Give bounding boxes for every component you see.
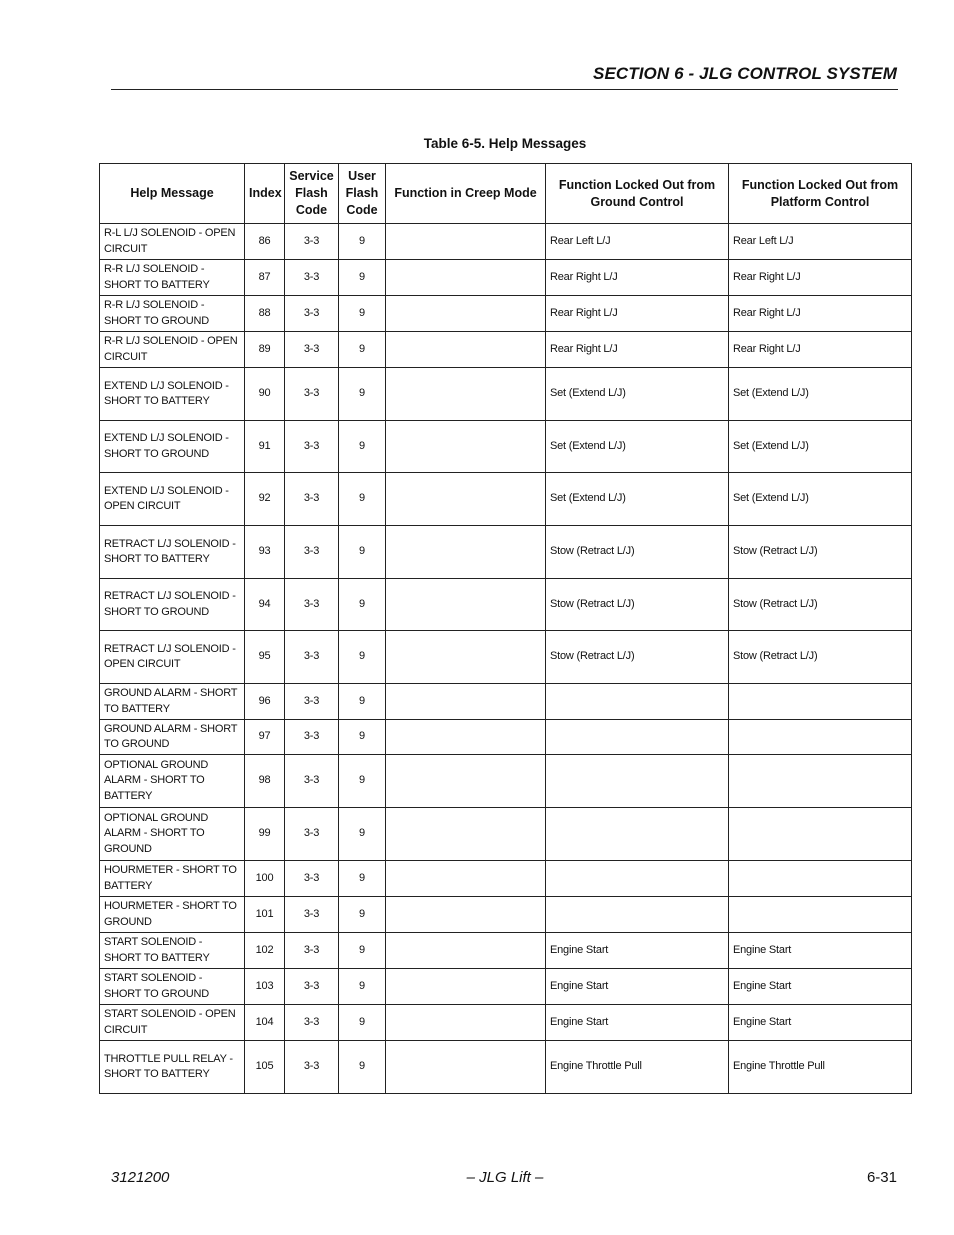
creep-mode-cell — [386, 808, 546, 861]
ground-lockout-cell: Set (Extend L/J) — [546, 421, 729, 473]
creep-mode-cell — [386, 224, 546, 260]
column-service-flash-code-header: Service Flash Code — [285, 164, 339, 224]
creep-mode-cell — [386, 368, 546, 421]
service-flash-code-cell: 3-3 — [285, 1005, 339, 1041]
service-flash-code-cell: 3-3 — [285, 224, 339, 260]
creep-mode-cell — [386, 332, 546, 368]
creep-mode-cell — [386, 969, 546, 1005]
index-cell: 88 — [245, 296, 285, 332]
service-flash-code-cell: 3-3 — [285, 861, 339, 897]
table-row — [100, 861, 912, 897]
help-message-cell: START SOLENOID - SHORT TO BATTERY — [100, 933, 245, 969]
user-flash-code-cell: 9 — [339, 368, 386, 421]
index-cell: 91 — [245, 421, 285, 473]
index-cell: 103 — [245, 969, 285, 1005]
table-header-row — [100, 164, 912, 224]
platform-lockout-cell: Set (Extend L/J) — [729, 368, 912, 421]
table-caption: Table 6-5. Help Messages — [423, 136, 587, 151]
help-message-cell: OPTIONAL GROUND ALARM - SHORT TO BATTERY — [100, 755, 245, 808]
creep-mode-cell — [386, 631, 546, 684]
index-cell: 105 — [245, 1041, 285, 1094]
creep-mode-cell — [386, 579, 546, 631]
platform-lockout-cell: Rear Right L/J — [729, 296, 912, 332]
help-message-cell: THROTTLE PULL RELAY - SHORT TO BATTERY — [100, 1041, 245, 1094]
table-row — [100, 808, 912, 861]
index-cell: 92 — [245, 473, 285, 526]
table-row — [100, 368, 912, 421]
table-row — [100, 260, 912, 296]
table-row — [100, 1005, 912, 1041]
column-platform-lockout-header: Function Locked Out from Platform Control — [729, 164, 912, 224]
platform-lockout-cell: Stow (Retract L/J) — [729, 579, 912, 631]
ground-lockout-cell: Rear Right L/J — [546, 260, 729, 296]
user-flash-code-cell: 9 — [339, 631, 386, 684]
help-message-cell: OPTIONAL GROUND ALARM - SHORT TO GROUND — [100, 808, 245, 861]
index-cell: 101 — [245, 897, 285, 933]
user-flash-code-cell: 9 — [339, 861, 386, 897]
platform-lockout-cell: Stow (Retract L/J) — [729, 631, 912, 684]
help-message-cell: R-L L/J SOLENOID - OPEN CIRCUIT — [100, 224, 245, 260]
service-flash-code-cell: 3-3 — [285, 332, 339, 368]
help-message-cell: R-R L/J SOLENOID - SHORT TO GROUND — [100, 296, 245, 332]
user-flash-code-cell: 9 — [339, 260, 386, 296]
user-flash-code-cell: 9 — [339, 296, 386, 332]
platform-lockout-cell: Set (Extend L/J) — [729, 421, 912, 473]
service-flash-code-cell: 3-3 — [285, 296, 339, 332]
index-cell: 87 — [245, 260, 285, 296]
user-flash-code-cell: 9 — [339, 526, 386, 579]
document-number: 3121200 — [111, 1169, 170, 1186]
index-cell: 93 — [245, 526, 285, 579]
user-flash-code-cell: 9 — [339, 1041, 386, 1094]
service-flash-code-cell: 3-3 — [285, 755, 339, 808]
help-message-cell: GROUND ALARM - SHORT TO BATTERY — [100, 684, 245, 720]
creep-mode-cell — [386, 296, 546, 332]
section-title: SECTION 6 - JLG CONTROL SYSTEM — [593, 64, 897, 83]
ground-lockout-cell — [546, 861, 729, 897]
user-flash-code-cell: 9 — [339, 720, 386, 755]
index-cell: 100 — [245, 861, 285, 897]
index-cell: 96 — [245, 684, 285, 720]
table-row — [100, 421, 912, 473]
service-flash-code-cell: 3-3 — [285, 473, 339, 526]
page-number: 6-31 — [866, 1169, 897, 1186]
platform-lockout-cell: Engine Throttle Pull — [729, 1041, 912, 1094]
index-cell: 98 — [245, 755, 285, 808]
platform-lockout-cell: Rear Right L/J — [729, 332, 912, 368]
table-row — [100, 897, 912, 933]
table-row — [100, 1041, 912, 1094]
index-cell: 97 — [245, 720, 285, 755]
table-row — [100, 684, 912, 720]
platform-lockout-cell: Stow (Retract L/J) — [729, 526, 912, 579]
help-message-cell: HOURMETER - SHORT TO BATTERY — [100, 861, 245, 897]
help-message-cell: EXTEND L/J SOLENOID - OPEN CIRCUIT — [100, 473, 245, 526]
ground-lockout-cell: Rear Left L/J — [546, 224, 729, 260]
column-help-message-header: Help Message — [100, 164, 245, 224]
table-row — [100, 296, 912, 332]
column-creep-mode-header: Function in Creep Mode — [386, 164, 546, 224]
user-flash-code-cell: 9 — [339, 224, 386, 260]
ground-lockout-cell — [546, 808, 729, 861]
column-user-flash-code-header: User Flash Code — [339, 164, 386, 224]
service-flash-code-cell: 3-3 — [285, 684, 339, 720]
service-flash-code-cell: 3-3 — [285, 260, 339, 296]
creep-mode-cell — [386, 861, 546, 897]
index-cell: 90 — [245, 368, 285, 421]
index-cell: 86 — [245, 224, 285, 260]
service-flash-code-cell: 3-3 — [285, 969, 339, 1005]
service-flash-code-cell: 3-3 — [285, 631, 339, 684]
platform-lockout-cell: Engine Start — [729, 1005, 912, 1041]
help-messages-table — [99, 163, 912, 1094]
ground-lockout-cell: Stow (Retract L/J) — [546, 526, 729, 579]
platform-lockout-cell: Rear Left L/J — [729, 224, 912, 260]
service-flash-code-cell: 3-3 — [285, 897, 339, 933]
platform-lockout-cell: Rear Right L/J — [729, 260, 912, 296]
ground-lockout-cell: Set (Extend L/J) — [546, 368, 729, 421]
user-flash-code-cell: 9 — [339, 1005, 386, 1041]
table-row — [100, 526, 912, 579]
table-row — [100, 755, 912, 808]
platform-lockout-cell — [729, 861, 912, 897]
user-flash-code-cell: 9 — [339, 897, 386, 933]
table-row — [100, 969, 912, 1005]
user-flash-code-cell: 9 — [339, 579, 386, 631]
platform-lockout-cell: Set (Extend L/J) — [729, 473, 912, 526]
ground-lockout-cell: Rear Right L/J — [546, 332, 729, 368]
ground-lockout-cell: Rear Right L/J — [546, 296, 729, 332]
ground-lockout-cell — [546, 720, 729, 755]
platform-lockout-cell — [729, 897, 912, 933]
creep-mode-cell — [386, 473, 546, 526]
user-flash-code-cell: 9 — [339, 969, 386, 1005]
creep-mode-cell — [386, 1041, 546, 1094]
ground-lockout-cell — [546, 897, 729, 933]
table-row — [100, 933, 912, 969]
user-flash-code-cell: 9 — [339, 421, 386, 473]
service-flash-code-cell: 3-3 — [285, 526, 339, 579]
header-rule — [111, 89, 898, 90]
creep-mode-cell — [386, 684, 546, 720]
user-flash-code-cell: 9 — [339, 332, 386, 368]
index-cell: 99 — [245, 808, 285, 861]
creep-mode-cell — [386, 720, 546, 755]
platform-lockout-cell: Engine Start — [729, 969, 912, 1005]
user-flash-code-cell: 9 — [339, 755, 386, 808]
table-row — [100, 631, 912, 684]
creep-mode-cell — [386, 897, 546, 933]
table-row — [100, 473, 912, 526]
platform-lockout-cell: Engine Start — [729, 933, 912, 969]
index-cell: 89 — [245, 332, 285, 368]
table-row — [100, 332, 912, 368]
help-message-cell: EXTEND L/J SOLENOID - SHORT TO BATTERY — [100, 368, 245, 421]
user-flash-code-cell: 9 — [339, 808, 386, 861]
index-cell: 94 — [245, 579, 285, 631]
help-message-cell: R-R L/J SOLENOID - SHORT TO BATTERY — [100, 260, 245, 296]
ground-lockout-cell: Stow (Retract L/J) — [546, 631, 729, 684]
platform-lockout-cell — [729, 755, 912, 808]
user-flash-code-cell: 9 — [339, 684, 386, 720]
ground-lockout-cell — [546, 684, 729, 720]
help-message-cell: R-R L/J SOLENOID - OPEN CIRCUIT — [100, 332, 245, 368]
help-message-cell: START SOLENOID - OPEN CIRCUIT — [100, 1005, 245, 1041]
creep-mode-cell — [386, 526, 546, 579]
help-message-cell: HOURMETER - SHORT TO GROUND — [100, 897, 245, 933]
footer-brand: – JLG Lift – — [466, 1169, 544, 1186]
table-row — [100, 224, 912, 260]
user-flash-code-cell: 9 — [339, 933, 386, 969]
platform-lockout-cell — [729, 720, 912, 755]
ground-lockout-cell: Stow (Retract L/J) — [546, 579, 729, 631]
table-row — [100, 720, 912, 755]
help-message-cell: GROUND ALARM - SHORT TO GROUND — [100, 720, 245, 755]
service-flash-code-cell: 3-3 — [285, 933, 339, 969]
help-message-cell: EXTEND L/J SOLENOID - SHORT TO GROUND — [100, 421, 245, 473]
service-flash-code-cell: 3-3 — [285, 808, 339, 861]
ground-lockout-cell — [546, 755, 729, 808]
user-flash-code-cell: 9 — [339, 473, 386, 526]
platform-lockout-cell — [729, 808, 912, 861]
creep-mode-cell — [386, 1005, 546, 1041]
index-cell: 104 — [245, 1005, 285, 1041]
column-index-header: Index — [245, 164, 285, 224]
ground-lockout-cell: Engine Start — [546, 969, 729, 1005]
help-message-cell: START SOLENOID - SHORT TO GROUND — [100, 969, 245, 1005]
help-message-cell: RETRACT L/J SOLENOID - SHORT TO GROUND — [100, 579, 245, 631]
platform-lockout-cell — [729, 684, 912, 720]
service-flash-code-cell: 3-3 — [285, 421, 339, 473]
creep-mode-cell — [386, 755, 546, 808]
ground-lockout-cell: Engine Start — [546, 933, 729, 969]
service-flash-code-cell: 3-3 — [285, 1041, 339, 1094]
table-body — [100, 224, 912, 1094]
service-flash-code-cell: 3-3 — [285, 579, 339, 631]
service-flash-code-cell: 3-3 — [285, 720, 339, 755]
help-message-cell: RETRACT L/J SOLENOID - OPEN CIRCUIT — [100, 631, 245, 684]
table-row — [100, 579, 912, 631]
creep-mode-cell — [386, 933, 546, 969]
ground-lockout-cell: Set (Extend L/J) — [546, 473, 729, 526]
creep-mode-cell — [386, 260, 546, 296]
column-ground-lockout-header: Function Locked Out from Ground Control — [546, 164, 729, 224]
ground-lockout-cell: Engine Start — [546, 1005, 729, 1041]
creep-mode-cell — [386, 421, 546, 473]
ground-lockout-cell: Engine Throttle Pull — [546, 1041, 729, 1094]
service-flash-code-cell: 3-3 — [285, 368, 339, 421]
index-cell: 102 — [245, 933, 285, 969]
index-cell: 95 — [245, 631, 285, 684]
help-message-cell: RETRACT L/J SOLENOID - SHORT TO BATTERY — [100, 526, 245, 579]
